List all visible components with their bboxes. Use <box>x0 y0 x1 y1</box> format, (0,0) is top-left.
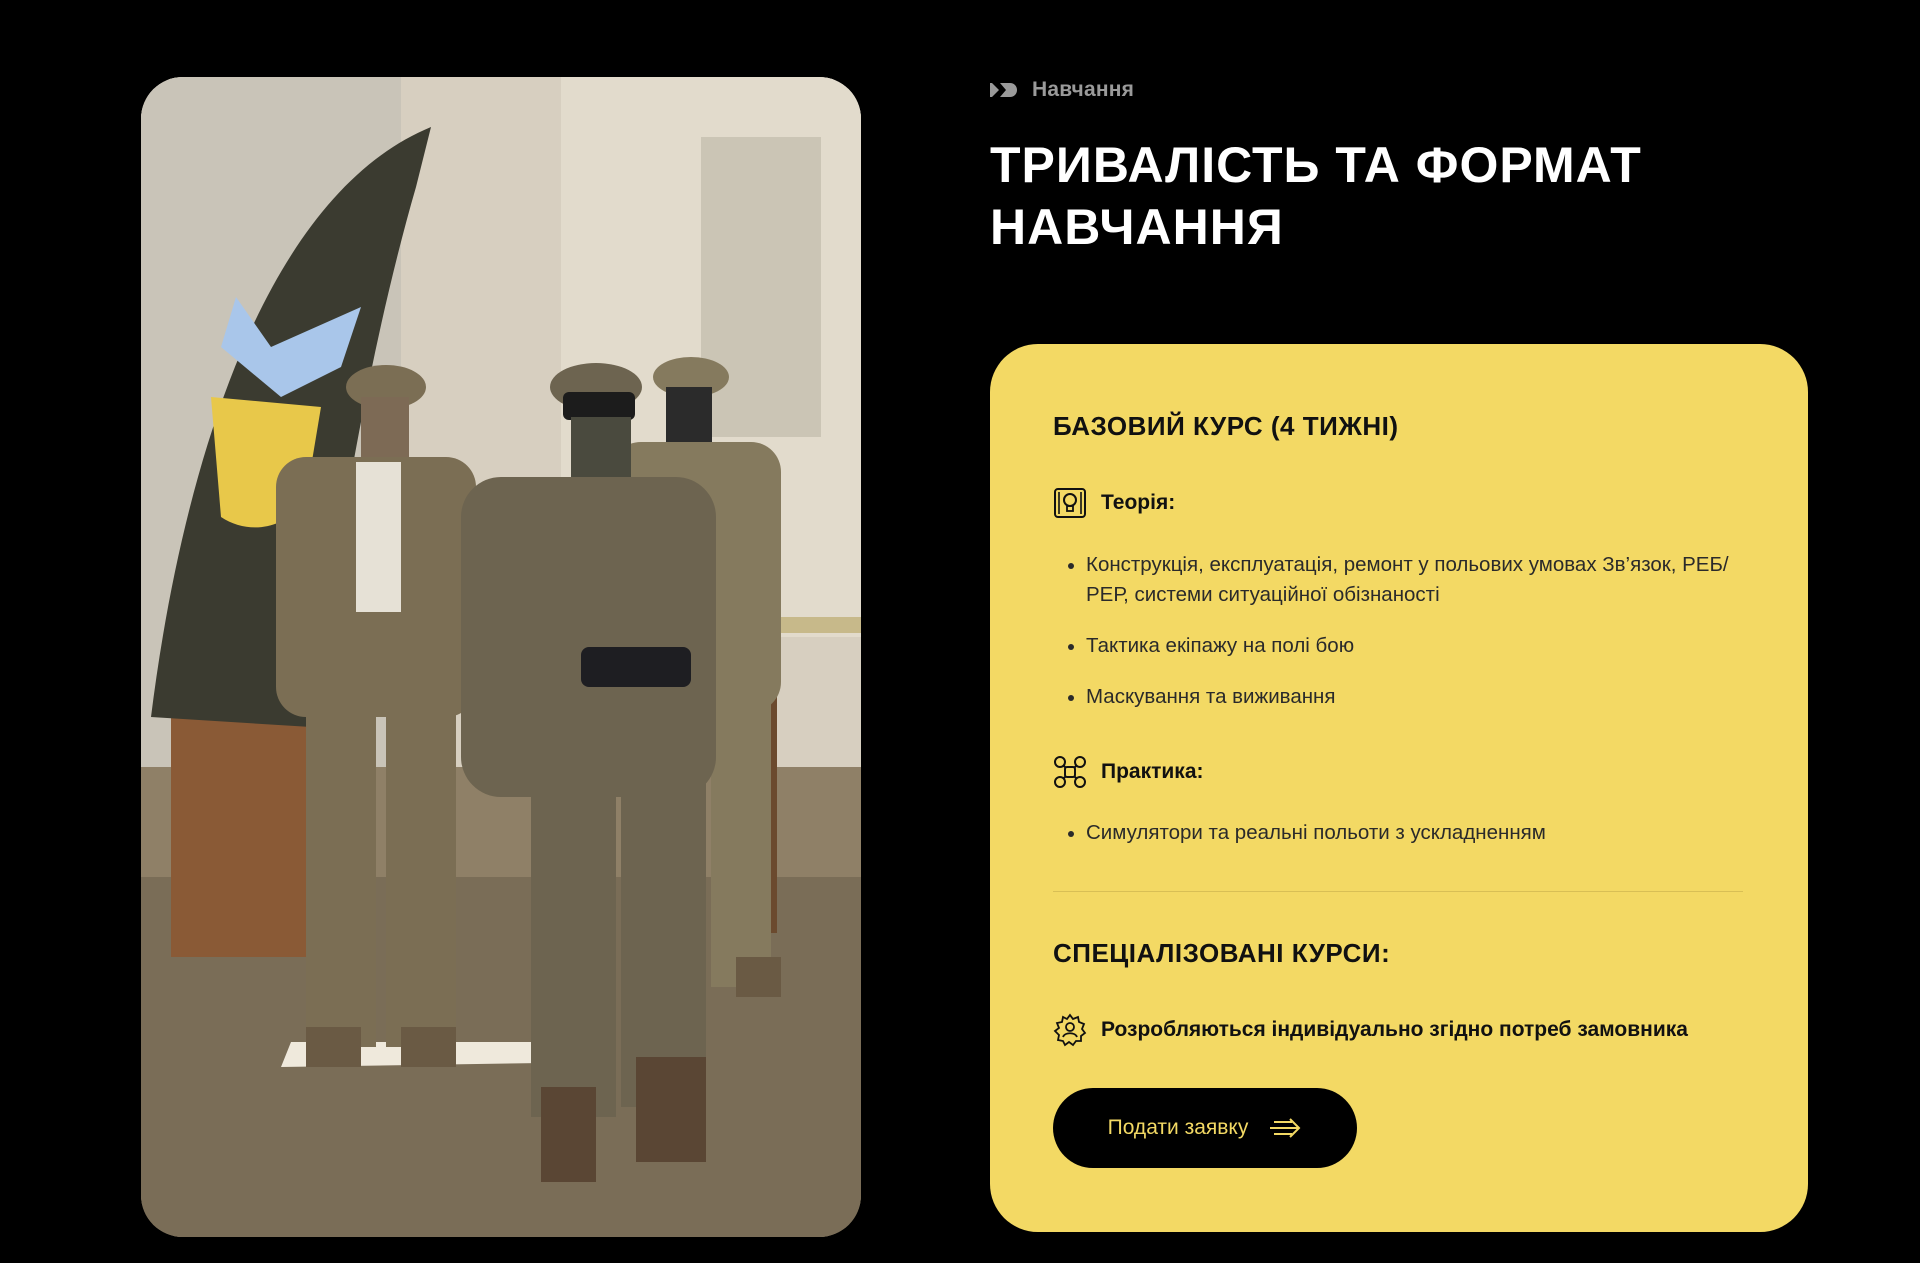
course-card <box>990 344 1808 1232</box>
gear-person-icon <box>1053 1013 1087 1047</box>
special-courses-note <box>1053 1013 1688 1047</box>
theory-list <box>1068 550 1768 733</box>
practice-heading <box>1053 755 1204 789</box>
page-title: ТРИВАЛІСТЬ ТА ФОРМАТ НАВЧАННЯ <box>990 137 1642 255</box>
theory-heading <box>1053 486 1175 520</box>
drone-icon <box>1053 755 1087 789</box>
divider <box>1053 891 1743 892</box>
double-chevron-icon <box>990 80 1018 100</box>
list-item: Тактика екіпажу на полі бою <box>1068 631 1768 661</box>
training-photo <box>141 77 861 1237</box>
practice-label: Практика: <box>1101 760 1204 783</box>
special-courses-title: СПЕЦІАЛІЗОВАНІ КУРСИ: <box>1053 938 1391 968</box>
apply-button-label: Подати заявку <box>1107 1116 1249 1139</box>
list-item: Маскування та виживання <box>1068 682 1768 712</box>
practice-list <box>1068 818 1768 848</box>
list-item: Конструкція, експлуатація, ремонт у польових умовах Зв’язок, РЕБ/РЕР, системи ситуаційної обізнаності <box>1068 550 1768 610</box>
apply-button[interactable] <box>1053 1088 1357 1168</box>
arrow-right-lines-icon <box>1268 1116 1302 1140</box>
basic-course-title: БАЗОВИЙ КУРС (4 ТИЖНІ) <box>1053 411 1399 441</box>
photo-illustration <box>141 77 861 1237</box>
list-item: Симулятори та реальні польоти з ускладненням <box>1068 818 1768 848</box>
breadcrumb <box>990 78 1134 102</box>
lightbulb-book-icon <box>1053 486 1087 520</box>
breadcrumb-label: Навчання <box>1032 78 1135 101</box>
theory-label: Теорія: <box>1101 491 1176 514</box>
special-courses-text: Розробляються індивідуально згідно потреб замовника <box>1101 1018 1688 1041</box>
